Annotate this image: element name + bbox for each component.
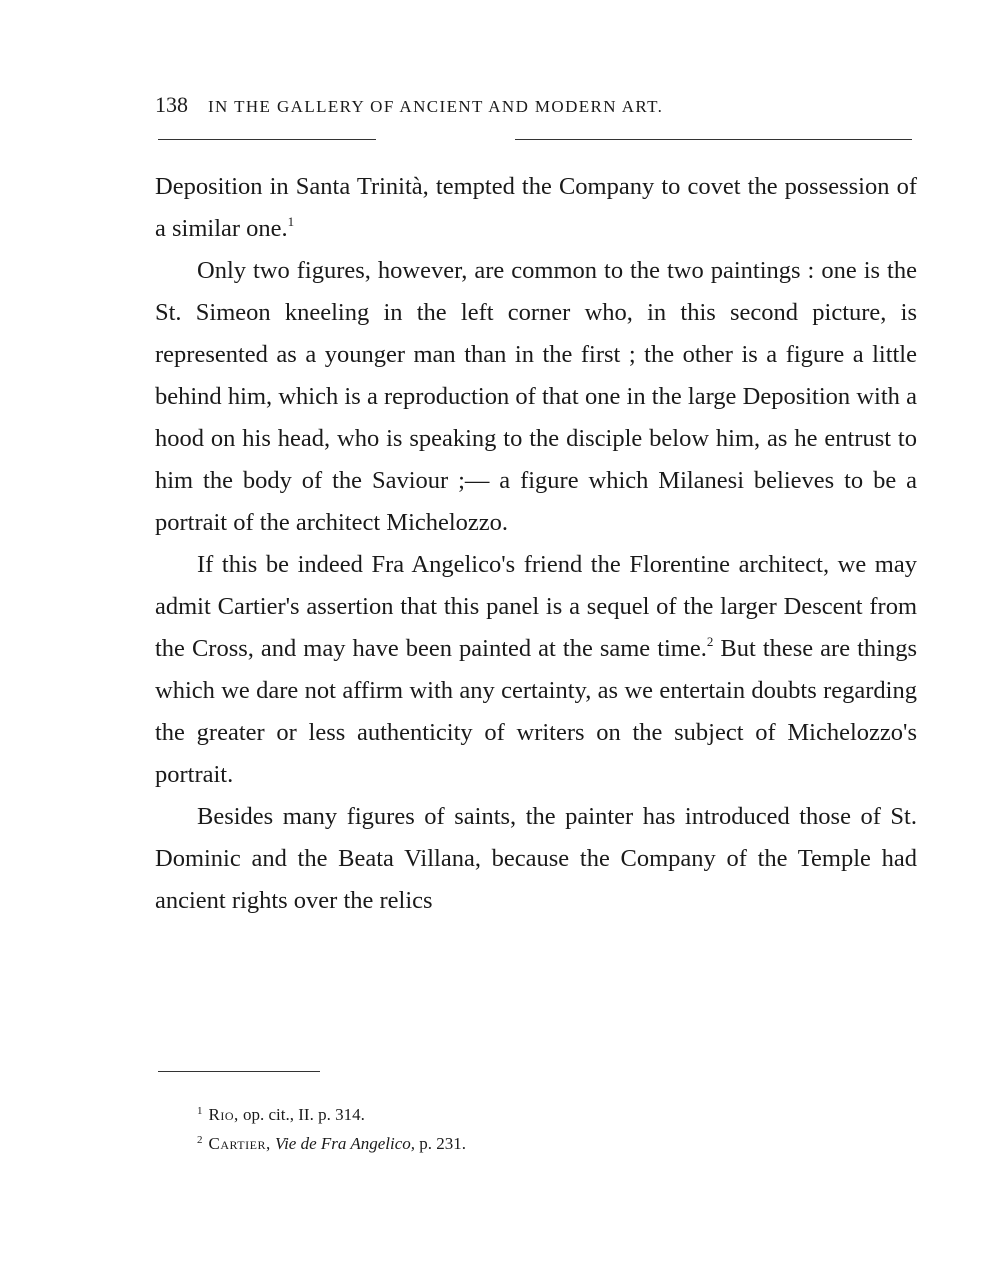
footnote-text: op. cit., II. p. 314.	[238, 1105, 365, 1124]
footnote-ref: 1	[287, 214, 295, 229]
paragraph-text: Besides many figures of saints, the painter has introduced those of St. Dominic and the Beata Villana, because the Company of the Temple had ancient rights over the relics	[155, 803, 917, 914]
footnote-author: Rio,	[208, 1105, 239, 1124]
footnotes	[197, 1100, 797, 1158]
footnote-mark: 2	[197, 1134, 203, 1146]
paragraph-text: If this be indeed Fra Angelico's friend the Florentine architect, we may admit Cartier's assertion that this panel is a sequel of the larger Descent from the Cross, and may have been painted at the same time.	[155, 551, 917, 662]
footnote-rule	[158, 1071, 320, 1072]
footnote-author: Cartier,	[208, 1134, 271, 1153]
paragraph-1	[155, 166, 917, 250]
page-number: 138	[155, 92, 188, 117]
paragraph-4	[155, 796, 917, 922]
footnote-2	[197, 1129, 797, 1158]
footnote-mark: 1	[197, 1105, 203, 1117]
footnote-text: p. 231.	[415, 1134, 467, 1153]
footnote-ref: 2	[706, 634, 714, 649]
footnote-title: Vie de Fra Angelico,	[274, 1134, 416, 1153]
paragraph-text: Deposition in Santa Trinità, tempted the Company to covet the possession of a similar one.	[155, 173, 917, 242]
header-rule-right	[515, 139, 912, 140]
paragraph-text: But these are things which we dare not affirm with any certainty, as we entertain doubts regarding the greater or less authenticity of writers on the subject of Michelozzo's portrait.	[155, 635, 917, 788]
paragraph-3	[155, 544, 917, 796]
running-title: IN THE GALLERY OF ANCIENT AND MODERN ART.	[208, 97, 664, 116]
paragraph-text: Only two figures, however, are common to the two paintings : one is the St. Simeon kneeling in the left corner who, in this second picture, is represented as a younger man than in the first ; the other is a figure a little behind him, which is a reproduction of that one in the large Deposition with a hood on his head, who is speaking to the disciple below him, as he entrust to him the body of the Saviour ;— a figure which Milanesi believes to be a portrait of the architect Michelozzo.	[155, 257, 917, 536]
paragraph-2	[155, 250, 917, 544]
running-header	[155, 92, 915, 118]
footnote-1	[197, 1100, 797, 1129]
header-rule-left	[158, 139, 376, 140]
body-text	[155, 166, 917, 922]
